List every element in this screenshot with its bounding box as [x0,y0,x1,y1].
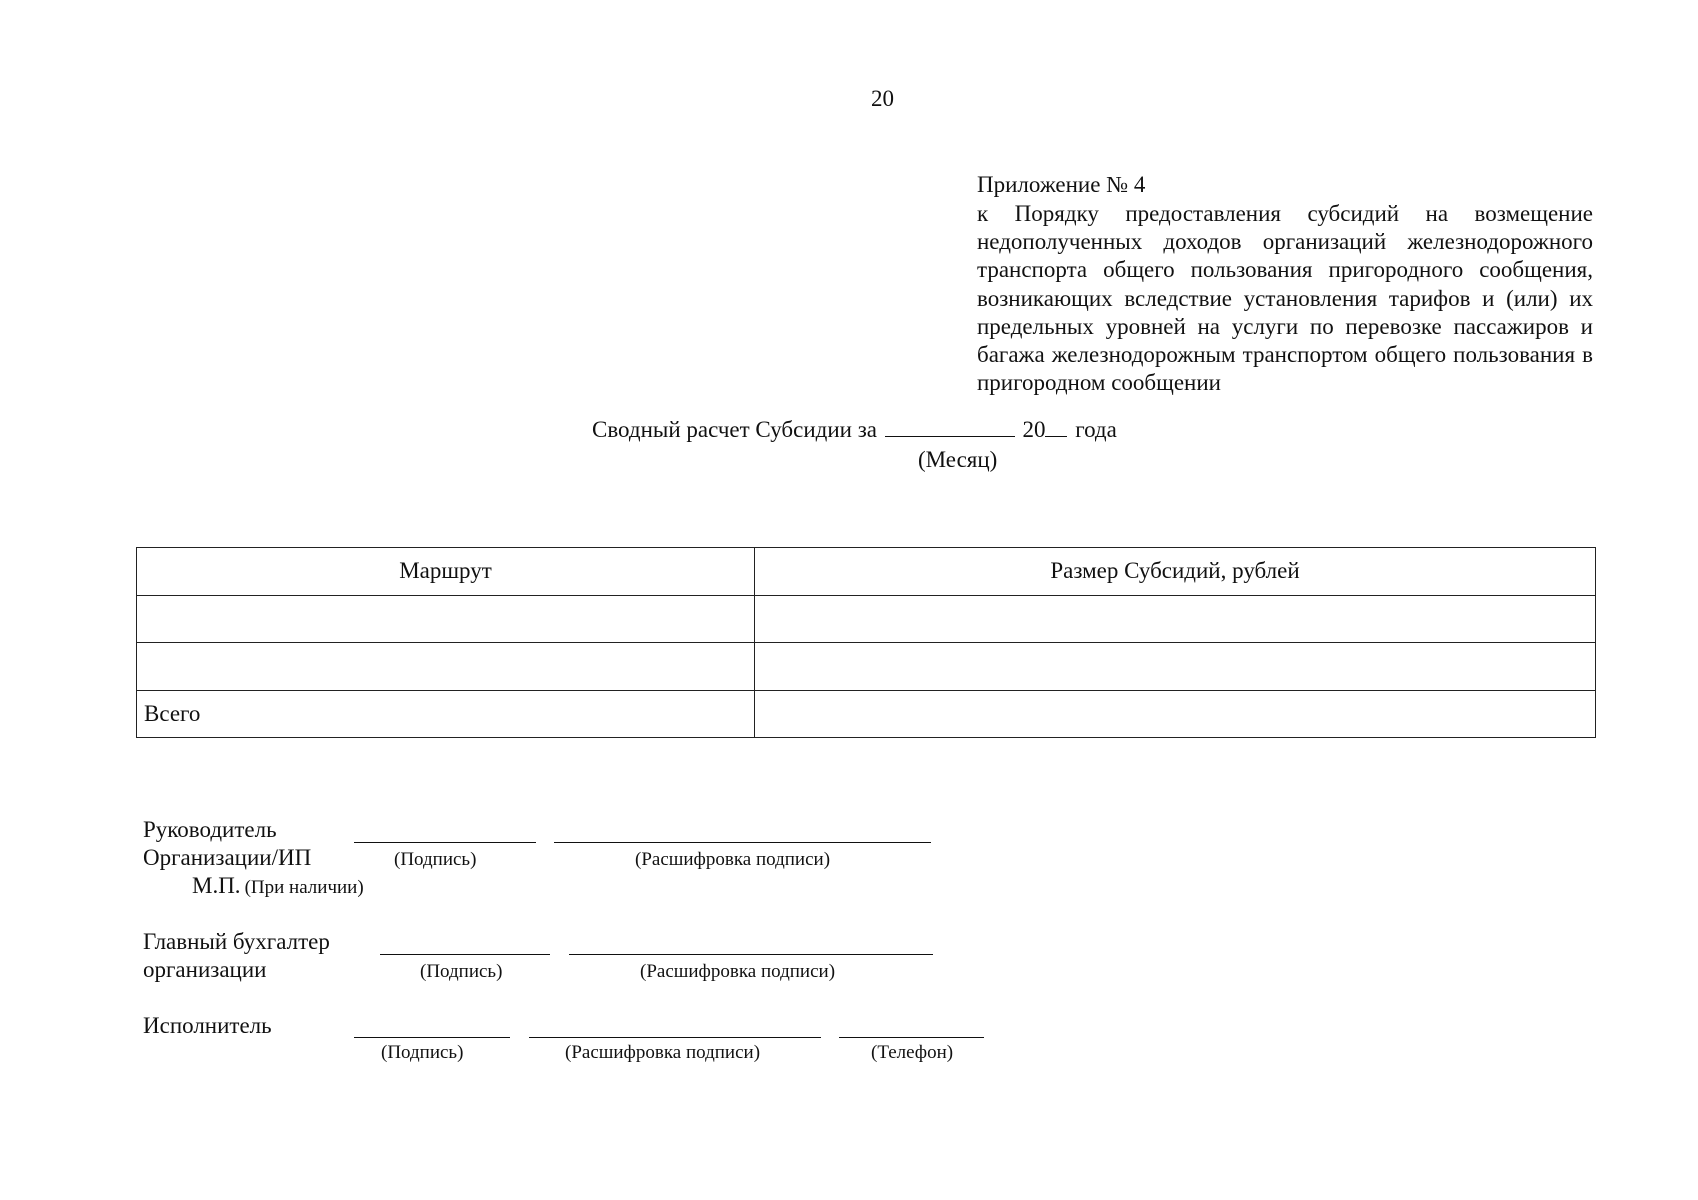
amount-cell[interactable] [755,595,1596,643]
appendix-title: Приложение № 4 [977,172,1146,197]
head-signature-line[interactable] [354,842,536,843]
head-decoding-caption: (Расшифровка подписи) [635,849,831,870]
page-number: 20 [871,86,894,111]
accountant-signature-line[interactable] [380,954,550,955]
stamp-note-text: (При наличии) [244,877,364,898]
table-row [137,595,1596,643]
appendix-text: к Порядку предоставления субсидий на возмещение недополученных доходов организаций железнодорожного транспорта общего пользования пригородного сообщения, возникающих вследствие установления тарифов и (или) их предельных уровней на услуги по перевозке пассажиров и багажа железнодорожным транспортом общего пользования в пригородном сообщении [977,201,1593,396]
heading-year-prefix: 20 [1022,417,1046,442]
document-heading [592,417,1117,443]
heading-suffix: года [1075,417,1117,442]
executor-decoding-line[interactable] [529,1037,821,1038]
header-subsidy-amount: Размер Субсидий, рублей [755,548,1596,596]
stamp-note [192,873,364,899]
total-label-cell: Всего [137,690,755,738]
executor-phone-caption: (Телефон) [871,1042,954,1063]
accountant-decoding-line[interactable] [569,954,933,955]
executor-label: Исполнитель [143,1013,272,1038]
amount-cell[interactable] [755,643,1596,691]
year-blank [1045,435,1067,437]
accountant-signature-caption: (Подпись) [420,961,503,982]
executor-signature-caption: (Подпись) [381,1042,464,1063]
table-header-row [137,548,1596,596]
head-decoding-line[interactable] [554,842,931,843]
month-blank [885,435,1015,437]
accountant-label-line2: организации [143,957,267,982]
head-signature-caption: (Подпись) [394,849,477,870]
total-amount-cell[interactable] [755,690,1596,738]
table-row [137,643,1596,691]
accountant-label-line1: Главный бухгалтер [143,929,330,954]
head-label-line1: Руководитель [143,817,277,842]
header-route: Маршрут [137,548,755,596]
table-total-row [137,690,1596,738]
executor-decoding-caption: (Расшифровка подписи) [565,1042,761,1063]
executor-signature-line[interactable] [354,1037,510,1038]
stamp-label: М.П. [192,873,241,898]
accountant-decoding-caption: (Расшифровка подписи) [640,961,836,982]
head-label-line2: Организации/ИП [143,845,312,870]
month-caption: (Месяц) [918,447,998,472]
subsidy-table [136,547,1596,738]
route-cell[interactable] [137,595,755,643]
heading-prefix: Сводный расчет Субсидии за [592,417,877,442]
route-cell[interactable] [137,643,755,691]
executor-phone-line[interactable] [839,1037,984,1038]
